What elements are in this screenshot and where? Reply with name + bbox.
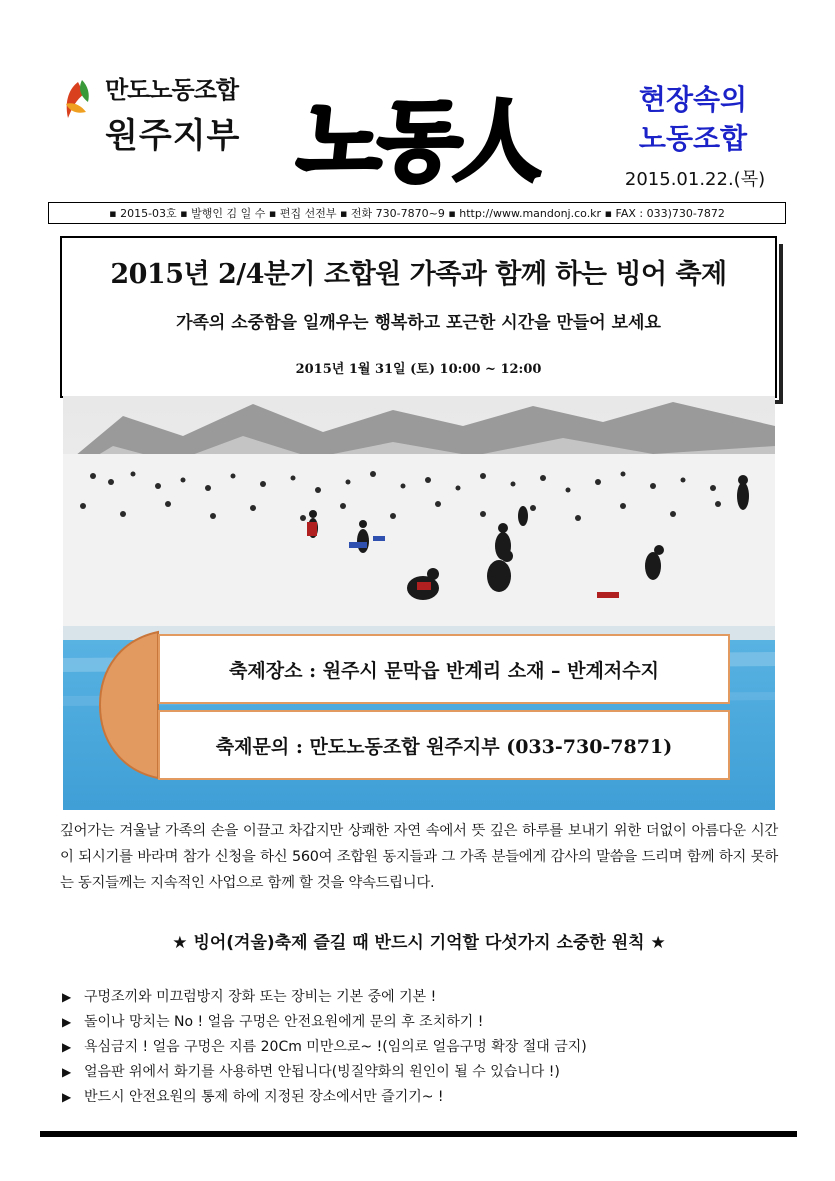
bullet-icon: ▶: [62, 1090, 72, 1104]
rule-item: [62, 985, 782, 1010]
tagline-line2: 노동조합: [638, 122, 748, 155]
branch-name: 원주지부: [105, 116, 241, 156]
rule-text: 구멍조끼와 미끄럼방지 장화 또는 장비는 기본 중에 기본 !: [84, 989, 437, 1005]
title-box: [60, 236, 777, 398]
rule-item: [62, 1085, 782, 1110]
issue-date: 2015.01.22.(목): [624, 169, 766, 190]
intro-paragraph: 깊어가는 겨울날 가족의 손을 이끌고 차갑지만 상쾌한 자연 속에서 뜻 깊은 하루를 보내기 위한 더없이 아름다운 시간이 되시기를 바라며 참가 신청을 하신 560여 조합원 동지들과 그 가족 분들에게 감사의 말씀을 드리며 함께 하지 못하는 동지들께는 지속적인 사업으로 함께 할 것을 약속드립니다.: [60, 823, 778, 891]
union-logo-icon: [58, 74, 98, 124]
rule-text: 욕심금지 ! 얼음 구멍은 지름 20Cm 미만으로~ !(임의로 얼음구멍 확장 절대 금지): [84, 1039, 587, 1055]
rule-item: [62, 1060, 782, 1085]
rule-item: [62, 1010, 782, 1035]
masthead-text: 노동人: [293, 89, 544, 193]
bullet-icon: ▶: [62, 990, 72, 1004]
subhead: 가족의 소중함을 일깨우는 행복하고 포근한 시간을 만들어 보세요: [176, 313, 661, 333]
rules-list: [62, 985, 782, 1110]
tagline-line1: 현장속의: [638, 83, 748, 116]
event-date: 2015년 1월 31일 (토) 10:00 ~ 12:00: [295, 362, 542, 377]
union-name: 만도노동조합: [105, 76, 239, 104]
rule-text: 얼음판 위에서 화기를 사용하면 안됩니다(빙질약화의 원인이 될 수 있습니다 !): [84, 1064, 560, 1080]
festival-inquiry: 축제문의 : 만도노동조합 원주지부 (033-730-7871): [215, 736, 673, 758]
masthead-logo: [276, 70, 576, 200]
festival-inquiry-box: [158, 710, 730, 780]
panel-accent-arc: [96, 630, 166, 780]
bullet-icon: ▶: [62, 1040, 72, 1054]
bullet-icon: ▶: [62, 1065, 72, 1079]
festival-location: 축제장소 : 원주시 문막읍 반계리 소재 – 반계저수지: [229, 660, 659, 682]
rule-item: [62, 1035, 782, 1060]
publication-info-bar: ▪ 2015-03호 ▪ 발행인 김 일 수 ▪ 편집 선전부 ▪ 전화 730-7870~9 ▪ http://www.mandonj.co.kr ▪ FAX : 033)730-7872: [48, 202, 786, 224]
bottom-divider: [40, 1131, 797, 1137]
rules-title: ★ 빙어(겨울)축제 즐길 때 반드시 기억할 다섯가지 소중한 원칙 ★: [172, 933, 666, 953]
bullet-icon: ▶: [62, 1015, 72, 1029]
rule-text: 돌이나 망치는 No ! 얼음 구멍은 안전요원에게 문의 후 조치하기 !: [84, 1014, 484, 1030]
rule-text: 반드시 안전요원의 통제 하에 지정된 장소에서만 즐기기~ !: [84, 1089, 444, 1105]
festival-location-box: [158, 634, 730, 704]
headline: 2015년 2/4분기 조합원 가족과 함께 하는 빙어 축제: [110, 259, 727, 290]
